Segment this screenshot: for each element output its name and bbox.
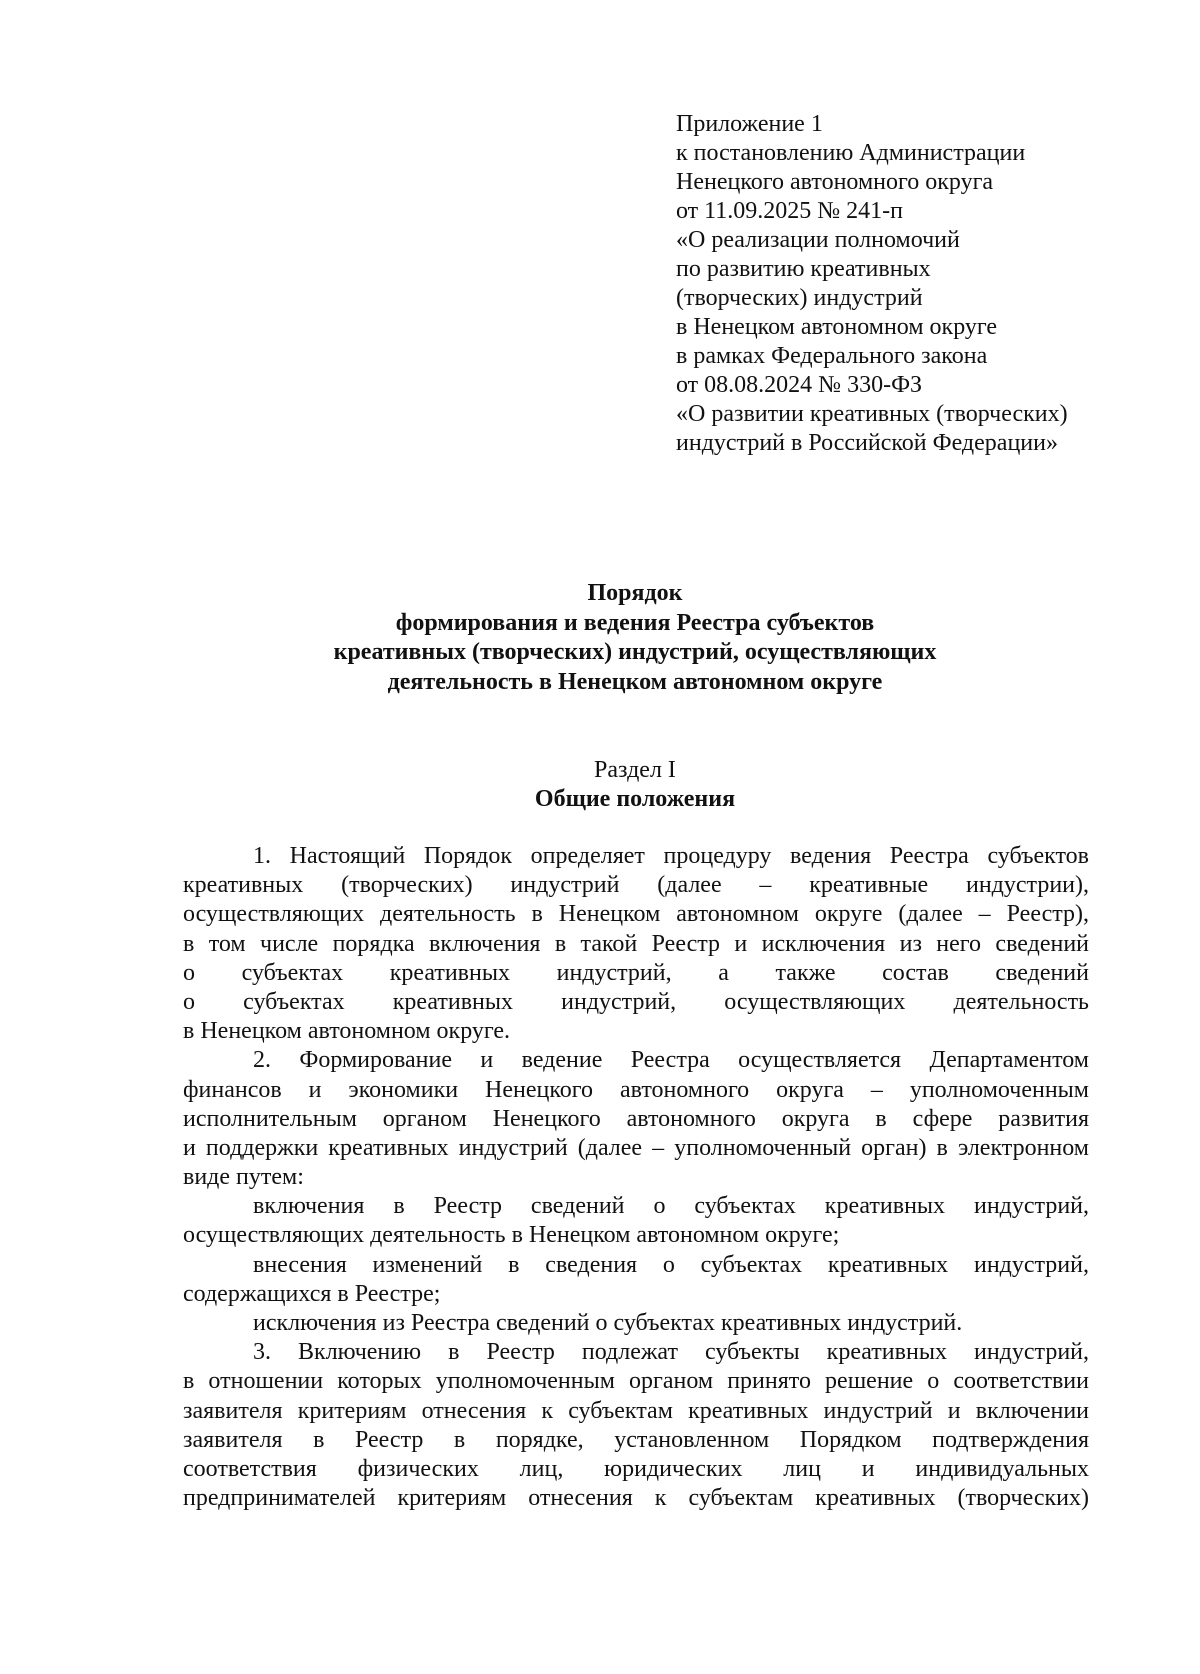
annex-line: Ненецкого автономного округа: [676, 169, 994, 195]
paragraph-line: предпринимателей критериям отнесения к субъектам креативных (творческих): [183, 1485, 1089, 1512]
paragraph-line: исполнительным органом Ненецкого автономного округа в сфере развития: [183, 1105, 1089, 1132]
paragraph-line: заявителя критериям отнесения к субъектам креативных индустрий и включении: [183, 1397, 1089, 1424]
paragraph-line: финансов и экономики Ненецкого автономного округа – уполномоченным: [183, 1076, 1089, 1103]
paragraph-line: в том числе порядка включения в такой Реестр и исключения из него сведений: [183, 930, 1089, 957]
annex-line: к постановлению Администрации: [676, 140, 1026, 166]
paragraph-line: 2. Формирование и ведение Реестра осуществляется Департаментом: [253, 1047, 1089, 1074]
paragraph-line: 3. Включению в Реестр подлежат субъекты креативных индустрий,: [253, 1339, 1089, 1366]
title-line: креативных (творческих) индустрий, осуществляющих: [333, 639, 937, 665]
annex-line: индустрий в Российской Федерации»: [676, 430, 1058, 456]
annex-line: в Ненецком автономном округе: [676, 314, 998, 340]
paragraph-line: в отношении которых уполномоченным органом принято решение о соответствии: [183, 1368, 1089, 1395]
paragraph-line: и поддержки креативных индустрий (далее – уполномоченный орган) в электронном: [183, 1134, 1089, 1161]
paragraph-line: исключения из Реестра сведений о субъектах креативных индустрий.: [253, 1310, 963, 1336]
title-line: Порядок: [587, 580, 683, 606]
annex-line: по развитию креативных: [676, 256, 931, 282]
annex-line: «О развитии креативных (творческих): [676, 401, 1068, 427]
paragraph-line: в Ненецком автономном округе.: [183, 1018, 511, 1045]
paragraph-line: 1. Настоящий Порядок определяет процедуру ведения Реестра субъектов: [253, 843, 1089, 869]
annex-line: в рамках Федерального закона: [676, 343, 988, 369]
annex-line: от 08.08.2024 № 330-ФЗ: [676, 372, 923, 398]
section-heading: Общие положения: [534, 786, 736, 812]
annex-reference-block: [676, 110, 1116, 458]
paragraph-line: осуществляющих деятельность в Ненецком автономном округе (далее – Реестр),: [183, 901, 1089, 928]
paragraph-line: включения в Реестр сведений о субъектах креативных индустрий,: [253, 1193, 1089, 1220]
paragraph-line: о субъектах креативных индустрий, а также состав сведений: [183, 959, 1089, 986]
paragraph-line: виде путем:: [183, 1164, 304, 1191]
annex-line: от 11.09.2025 № 241-п: [676, 198, 904, 224]
annex-line: Приложение 1: [676, 111, 823, 137]
annex-line: (творческих) индустрий: [676, 285, 923, 311]
paragraph-line: креативных (творческих) индустрий (далее – креативные индустрии),: [183, 872, 1089, 899]
paragraph-line: внесения изменений в сведения о субъектах креативных индустрий,: [253, 1251, 1089, 1278]
annex-line: «О реализации полномочий: [676, 227, 960, 253]
paragraph-line: содержащихся в Реестре;: [183, 1280, 441, 1307]
paragraph-line: заявителя в Реестр в порядке, установленном Порядком подтверждения: [183, 1426, 1089, 1453]
title-line: деятельность в Ненецком автономном округе: [387, 668, 883, 695]
document-body: [183, 842, 1089, 1513]
paragraph-line: осуществляющих деятельность в Ненецком автономном округе;: [183, 1222, 840, 1249]
paragraph-line: о субъектах креативных индустрий, осуществляющих деятельность: [183, 988, 1089, 1015]
paragraph-line: соответствия физических лиц, юридических лиц и индивидуальных: [183, 1455, 1089, 1482]
title-line: формирования и ведения Реестра субъектов: [395, 609, 875, 636]
section-number: Раздел I: [594, 757, 676, 783]
document-title: [170, 579, 1100, 697]
